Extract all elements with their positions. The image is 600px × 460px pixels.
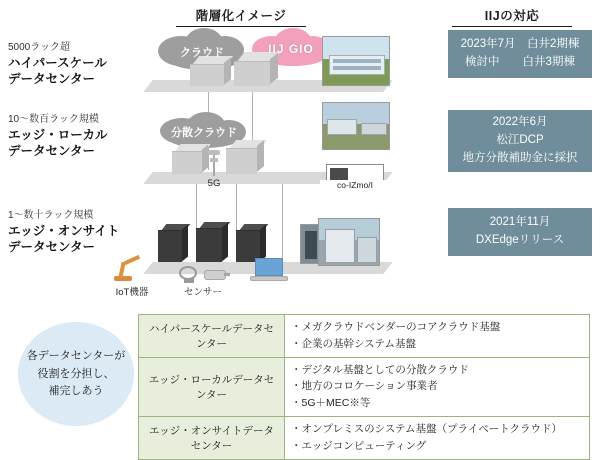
sensor-icon [178,264,200,284]
summary-row-value [285,357,590,416]
tier-scale-edge-local: 10〜数百ラック規模 [8,114,99,125]
page-title-right-label: IIJの対応 [452,6,572,27]
summary-row-key: エッジ・ローカルデータセンター [139,357,285,416]
datacenter-building [190,56,230,86]
iot-device-label: IoT機器 [115,287,149,298]
summary-ellipse-line: 各データセンターが [26,350,126,362]
cloud-label-hyperscale: クラウド [180,47,224,59]
milestone-line: 2022年6月 [492,116,548,129]
facility-photo-edge-onsite [318,218,380,266]
page-title-center-label: 階層化イメージ [176,6,306,27]
summary-ellipse-line: 補完しあう [48,385,104,398]
summary-row-value [285,416,590,459]
tier-scale-edge-onsite: 1〜数十ラック規模 [8,210,94,221]
summary-row-key: ハイパースケールデータセンター [139,315,285,358]
milestone-line: 2021年11月 [489,216,551,229]
server-rack [158,224,188,262]
server-rack [236,224,266,262]
milestone-panel-edge-local [448,110,592,172]
tier-label-hyperscale [8,38,128,87]
summary-ellipse-text [18,348,134,401]
facility-photo-edge-local [322,102,390,150]
connector-line [282,184,283,262]
tier-label-edge-onsite [8,206,128,255]
page-title-center [176,6,306,27]
iot-robot-icon [112,256,146,282]
milestone-panel-hyperscale [448,30,592,78]
cloud-label-edge-local: 分散クラウド [171,127,237,139]
summary-row-key: エッジ・オンサイトデータセンター [139,416,285,459]
list-item: ・ オンプレミスのシステム基盤（プライベートクラウド） [291,421,583,438]
milestone-line: 地方分散補助金に採択 [462,151,578,164]
tier-name-edge-local-line2: データセンター [8,143,96,158]
table-row [139,416,590,459]
laptop-icon [250,258,288,284]
milestone-panel-edge-onsite [448,208,592,256]
table-row [139,315,590,358]
list-item: ・ 企業の基幹システム基盤 [291,336,583,353]
5g-tower-icon [205,148,223,176]
summary-ellipse-line: 役割を分担し、 [37,367,115,380]
tier-name-edge-local-line1: エッジ・ローカル [8,128,108,142]
summary-row-value [285,315,590,358]
table-row [139,357,590,416]
milestone-line: DXEdgeリリース [475,234,565,246]
list-item: ・ 地方のコロケーション事業者 [291,378,583,395]
milestone-line: 2023年7月 白井2期棟 [460,38,580,51]
tier-name-hyperscale-line1: ハイパースケール [8,56,107,70]
milestone-line: 松江DCP [496,134,544,147]
page-title-right [452,6,572,27]
5g-tower-label: 5G [207,178,221,189]
server-rack [196,222,228,262]
product-label-co-izmo: co-IZmo/I [320,180,390,190]
tier-label-edge-local [8,110,128,159]
tier-name-edge-onsite-line2: データセンター [8,239,96,254]
list-item: ・ デジタル基盤としての分散クラウド [291,362,583,379]
list-item: ・ メガクラウドベンダーのコアクラウド基盤 [291,319,583,336]
milestone-line: 検討中 白井3期棟 [465,56,575,68]
datacenter-building [226,140,264,174]
sensor-label: センサー [183,287,222,298]
list-item: ・ 5G＋MEC※等 [291,395,583,412]
tier-name-hyperscale-line2: データセンター [8,71,96,86]
summary-table [138,314,590,460]
tier-name-edge-onsite-line1: エッジ・オンサイト [8,224,120,238]
facility-photo-hyperscale [322,36,390,86]
tier-scale-hyperscale: 5000ラック超 [8,42,71,53]
list-item: ・ エッジコンピューティング [291,438,583,455]
sensor-icon [204,266,230,284]
brand-cloud-label: IIJ GIO [268,42,314,56]
datacenter-building [172,144,208,174]
